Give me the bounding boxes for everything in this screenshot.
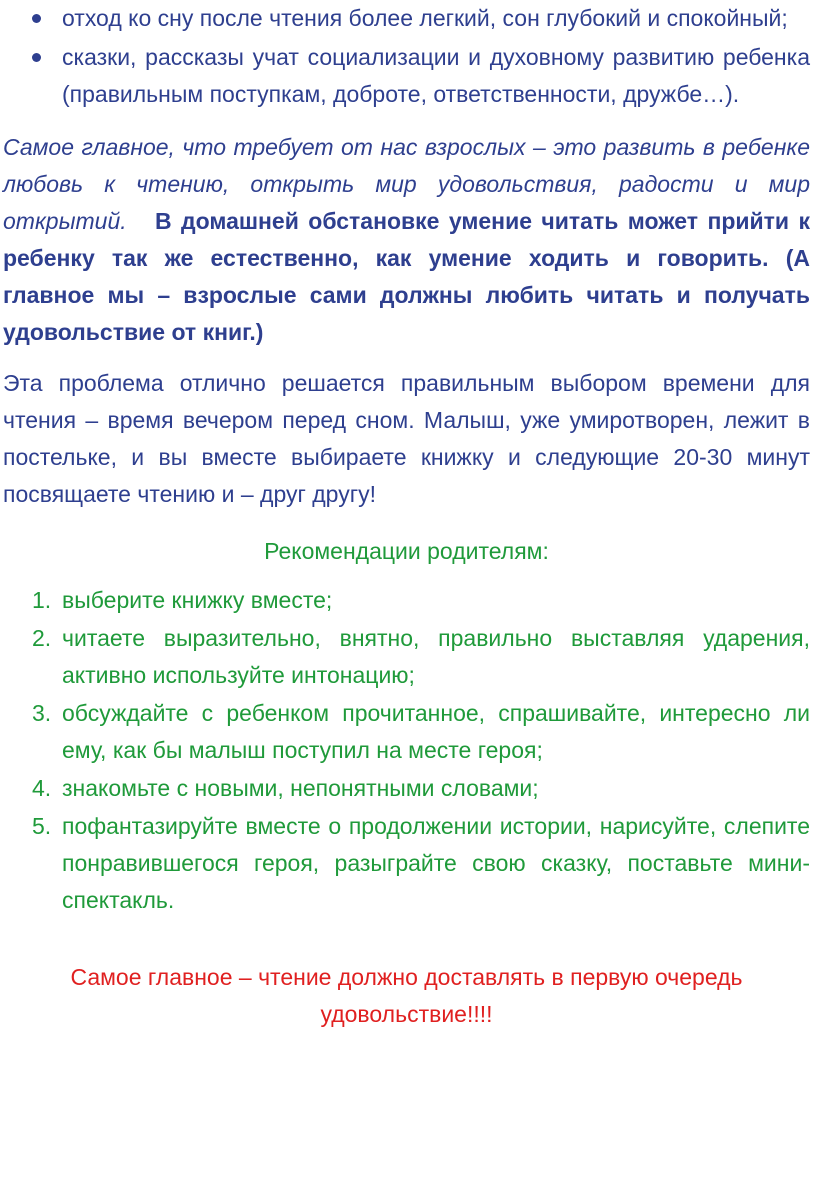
bullet-item — [3, 39, 810, 113]
main-paragraph — [3, 129, 810, 351]
bullet-dot-icon — [32, 14, 41, 23]
item-number: 5. — [32, 813, 52, 839]
item-text: выберите книжку вместе; — [62, 587, 333, 613]
item-text: обсуждайте с ребенком прочитанное, спрашивайте, интересно ли ему, как бы малыш поступил на месте героя; — [62, 700, 810, 763]
item-text: знакомьте с новыми, непонятными словами; — [62, 775, 539, 801]
recommendations-list — [3, 582, 810, 919]
recommendation-item — [3, 582, 810, 619]
bullet-text: отход ко сну после чтения более легкий, сон глубокий и спокойный; — [62, 5, 788, 31]
bullet-text: сказки, рассказы учат социализации и духовному развитию ребенка (правильным поступкам, доброте, ответственности, дружбе…). — [62, 44, 810, 107]
item-text: пофантазируйте вместе о продолжении истории, нарисуйте, слепите понравившегося героя, разыграйте свою сказку, поставьте мини-спектакль. — [62, 813, 810, 913]
final-note: Самое главное – чтение должно доставлять в первую очередь удовольствие!!!! — [70, 964, 743, 1027]
recommendation-item — [3, 695, 810, 769]
bullet-list — [3, 0, 810, 113]
bedtime-paragraph: Эта проблема отлично решается правильным выбором времени для чтения – время вечером перед сном. Малыш, уже умиротворен, лежит в постельке, и вы вместе выбираете книжку и следующие 20-30 минут посвящаете чтению и – друг другу! — [3, 370, 810, 507]
bold-text: В домашней обстановке умение читать может прийти к ребенку так же естественно, как умение ходить и говорить. (А главное мы – взрослые сами должны любить читать и получать удовольствие от книг.) — [3, 208, 811, 345]
bullet-dot-icon — [32, 53, 41, 62]
item-number: 1. — [32, 587, 52, 613]
italic-text: Самое главное, что требует от нас взрослых – это развить в ребенке любовь к чтению, открыть мир удовольствия, радости и мир открытий. — [3, 134, 810, 234]
item-text: читаете выразительно, внятно, правильно выставляя ударения, активно используйте интонацию; — [62, 625, 810, 688]
recommendation-item — [3, 770, 810, 807]
recommendation-item — [3, 620, 810, 694]
item-number: 4. — [32, 775, 52, 801]
recommendation-item — [3, 808, 810, 919]
item-number: 2. — [32, 625, 52, 651]
recommendations-title: Рекомендации родителям: — [264, 538, 549, 564]
bullet-item — [3, 0, 810, 37]
item-number: 3. — [32, 700, 52, 726]
